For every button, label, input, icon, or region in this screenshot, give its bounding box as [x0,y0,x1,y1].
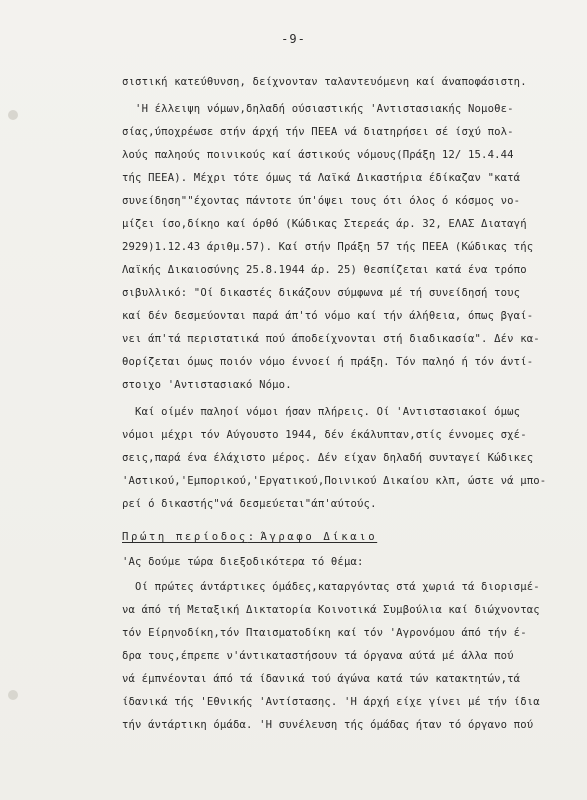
text-line: Καί οίμέν παληοί νόμοι ήσαν πλήρεις. Οί 'Αντιστασιακοί όμως [122,406,521,418]
text-line: σίας,ύποχρέωσε στήν άρχή τήν ΠΕΕΑ νά διατηρήσει σέ ίσχύ πολ- [122,126,514,138]
text-line: τόν Είρηνοδίκη,τόν Πταισματοδίκη καί τόν 'Αγρονόμου άπό τήν έ- [122,627,527,639]
text-line: τήν άντάρτικη όμάδα. 'Η συνέλευση τής όμάδας ήταν τό όργανο πού [122,719,534,731]
heading-topic: Άγραφο Δίκαιο [260,531,378,543]
text-line: νόμοι μέχρι τόν Αύγουστο 1944, δέν έκάλυπταν,στίς έννομες σχέ- [122,429,527,441]
text-line: συνείδηση""έχοντας πάντοτε ύπ'όψει τους ότι όλος ό κόσμος νο- [122,195,521,207]
text-line: 2929)1.12.43 άριθμ.57). Καί στήν Πράξη 57 τής ΠΕΕΑ (Κώδικας τής [122,241,534,253]
text-line: ρεί ό δικαστής"νά δεσμεύεται"άπ'αύτούς. [122,498,377,510]
text-line: Οί πρώτες άντάρτικες όμάδες,καταργόντας στά χωριά τά διορισμέ- [122,581,540,593]
text-line: σεις,παρά ένα έλάχιστο μέρος. Δέν είχαν δηλαδή συνταγεί Κώδικες [122,452,534,464]
text-line: τής ΠΕΕΑ). Μέχρι τότε όμως τά Λαϊκά Δικαστήρια έδίκαζαν "κατά [122,172,521,184]
text-line: στοιχο 'Αντιστασιακό Νόμο. [122,379,292,391]
text-line: 'Ας δούμε τώρα διεξοδικότερα τό θέμα: [122,556,364,568]
text-line: Λαϊκής Δικαιοσύνης 25.8.1944 άρ. 25) θεσπίζεται κατά ένα τρόπο [122,264,527,276]
text-line: 'Η έλλειψη νόμων,δηλαδή ούσιαστικής 'Αντιστασιακής Νομοθε- [122,103,514,115]
text-line: δρα τους,έπρεπε ν'άντικαταστήσουν τά όργανα αύτά μέ άλλα πού [122,650,514,662]
text-line: θορίζεται όμως ποιόν νόμο έννοεί ή πράξη. Τόν παληό ή τόν άντί- [122,356,534,368]
text-line: νά έμπνέονται άπό τά ίδανικά τού άγώνα κατά τών κατακτητών,τά [122,673,521,685]
punch-hole-mark [8,690,18,700]
page-number: -9- [281,32,306,46]
text-line: ίδανικά τής 'Εθνικής 'Αντίστασης. 'Η άρχή είχε γίνει μέ τήν ίδια [122,696,540,708]
section-heading [122,531,377,543]
text-line: μίζει ίσο,δίκηο καί όρθό (Κώδικας Στερεάς άρ. 32, ΕΛΑΣ Διαταγή [122,218,527,230]
text-line: σιστική κατεύθυνση, δείχνονταν ταλαντευόμενη καί άναποφάσιστη. [122,76,527,88]
heading-period: Πρώτη περίοδος [122,531,248,543]
text-line: καί δέν δεσμεύονται παρά άπ'τό νόμο καί τήν άλήθεια, όπως βγαί- [122,310,534,322]
text-line: λούς παληούς ποινικούς καί άστικούς νόμους(Πράξη 12/ 15.4.44 [122,149,514,161]
text-line: να άπό τή Μεταξική Δικτατορία Κοινοτικά Συμβούλια καί διώχνοντας [122,604,540,616]
heading-colon: : [247,531,261,543]
punch-hole-mark [8,110,18,120]
text-line: σιβυλλικό: "Οί δικαστές δικάζουν σύμφωνα μέ τή συνείδησή τους [122,287,521,299]
text-line: 'Αστικού,'Εμπορικού,'Εργατικού,Ποινικού Δικαίου κλπ, ώστε νά μπο- [122,475,547,487]
text-line: νει άπ'τά περιστατικά πού άποδείχνονται στή διαδικασία". Δέν κα- [122,333,540,345]
